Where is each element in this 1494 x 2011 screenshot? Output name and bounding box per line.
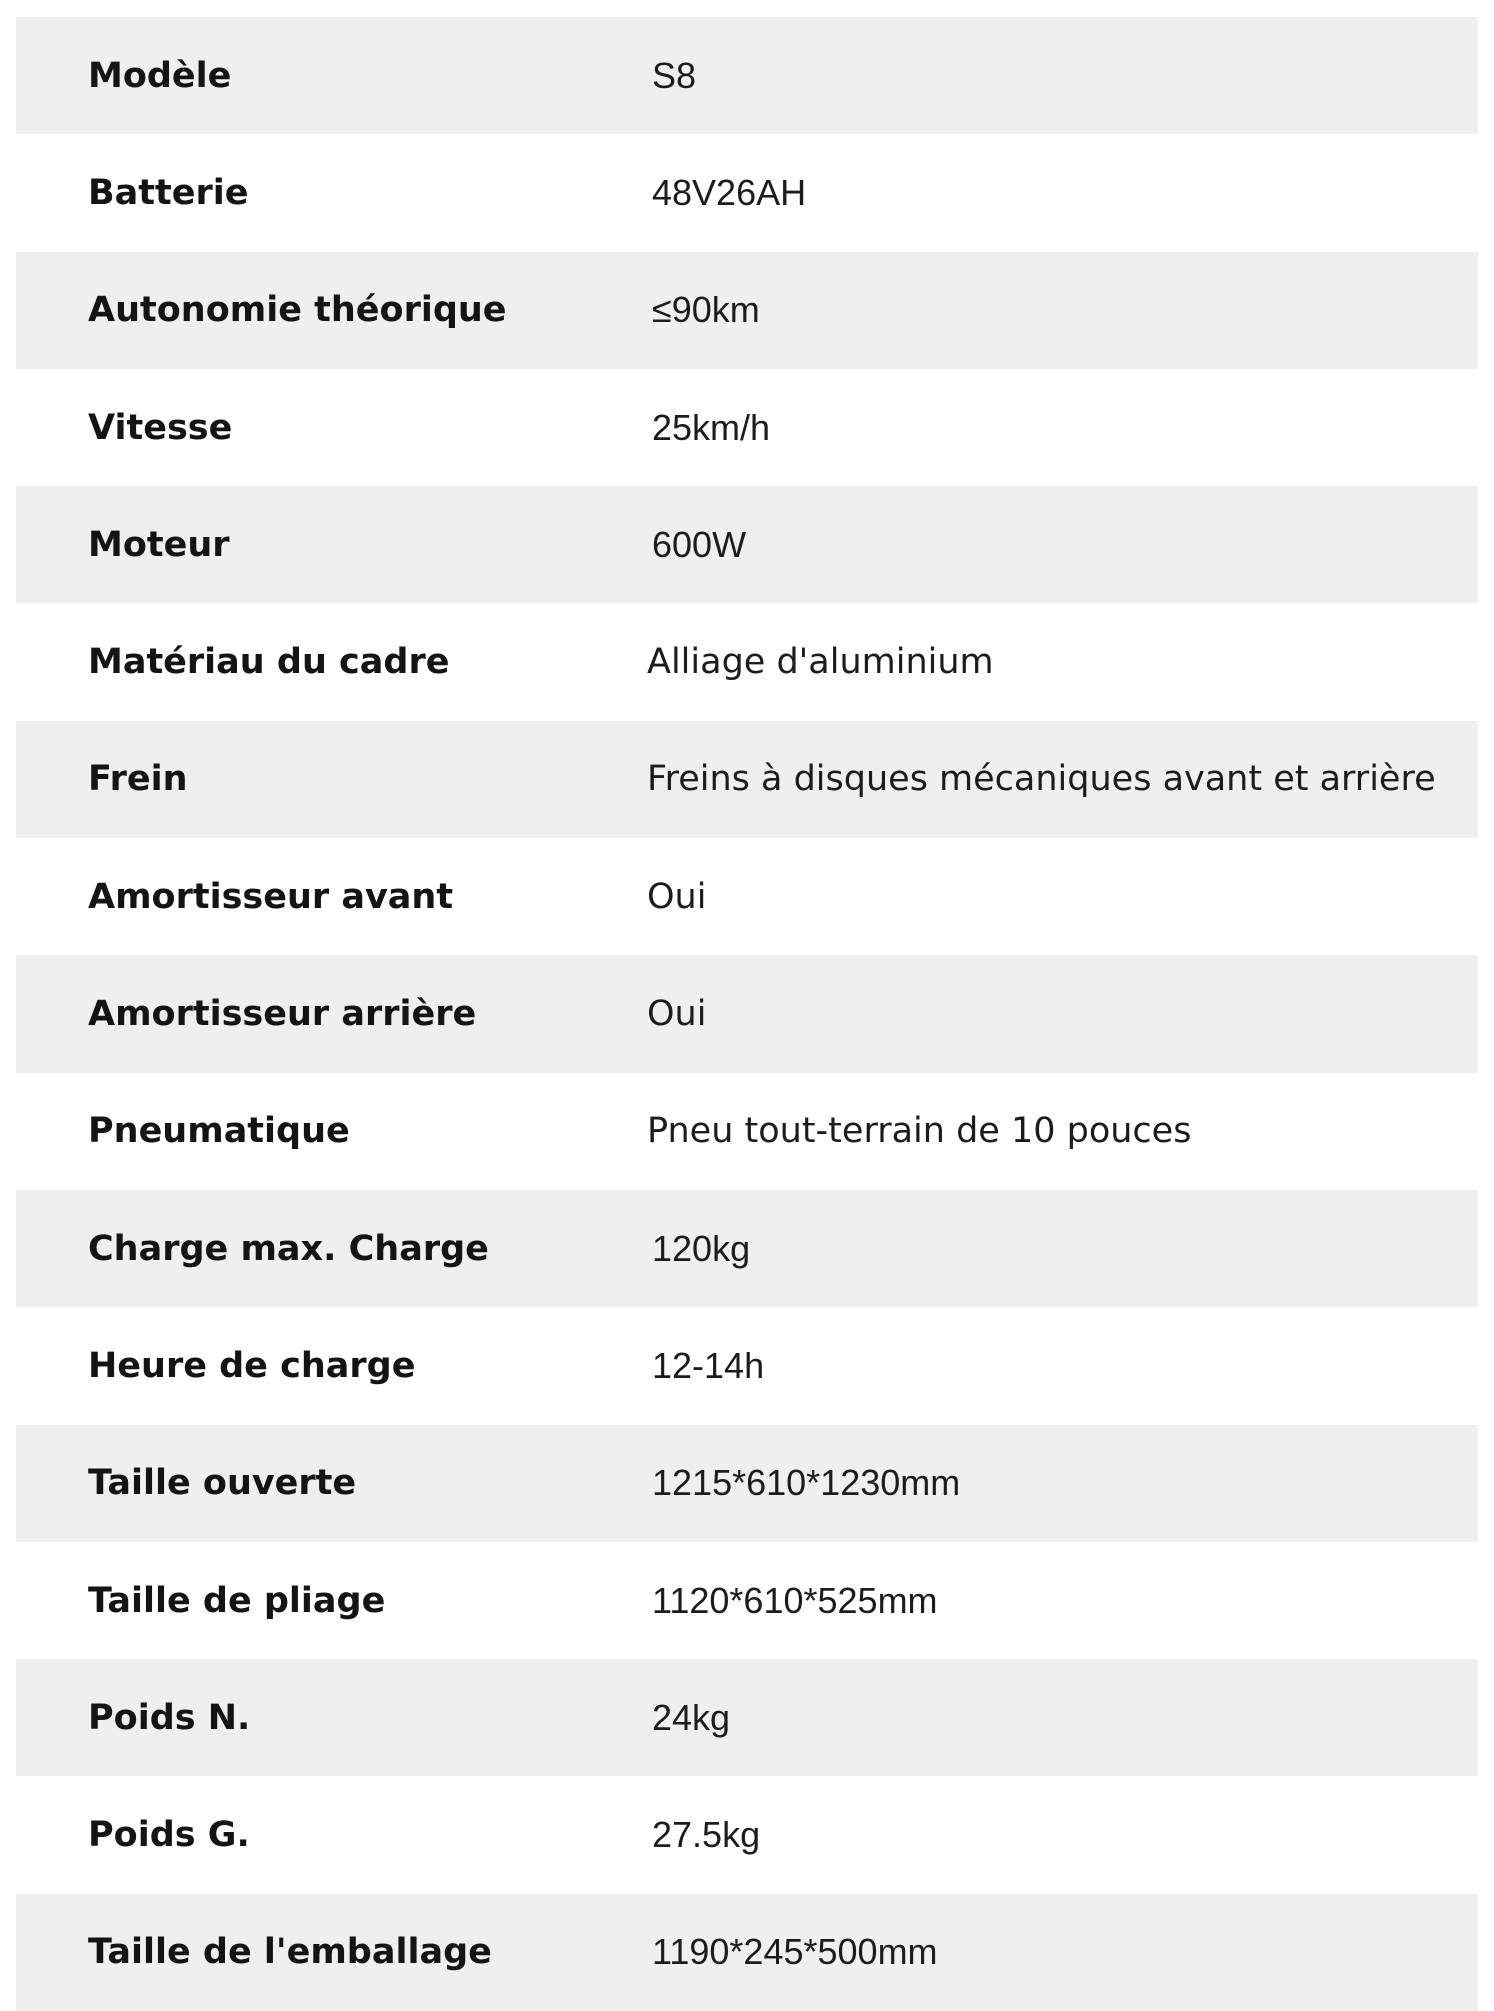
- spec-value: 24kg: [652, 1696, 731, 1738]
- spec-value: 48V26AH: [652, 171, 807, 213]
- spec-value: Oui: [647, 994, 707, 1035]
- spec-row-speed: [16, 369, 1478, 486]
- spec-value: 120kg: [652, 1227, 751, 1269]
- spec-value: Alliage d'aluminium: [647, 642, 994, 683]
- spec-row-charge-time: [16, 1307, 1478, 1424]
- spec-label: Autonomie théorique: [88, 290, 507, 331]
- spec-value: 600W: [652, 523, 747, 565]
- spec-label: Taille ouverte: [88, 1463, 357, 1504]
- spec-row-battery: [16, 134, 1478, 251]
- spec-label: Amortisseur avant: [88, 876, 454, 917]
- spec-row-folded-size: [16, 1542, 1478, 1659]
- spec-row-net-weight: [16, 1659, 1478, 1776]
- spec-label: Vitesse: [88, 407, 233, 448]
- spec-value: 1120*610*525mm: [652, 1579, 938, 1621]
- spec-row-max-load: [16, 1190, 1478, 1307]
- spec-label: Frein: [88, 759, 188, 800]
- spec-label: Matériau du cadre: [88, 642, 450, 683]
- spec-row-frame-material: [16, 603, 1478, 720]
- spec-row-model: [16, 17, 1478, 134]
- spec-row-gross-weight: [16, 1776, 1478, 1893]
- spec-row-rear-suspension: [16, 955, 1478, 1072]
- spec-value: ≤90km: [652, 289, 760, 331]
- spec-row-package-size: [16, 1894, 1478, 2011]
- spec-value: S8: [652, 54, 697, 96]
- spec-row-tire: [16, 1073, 1478, 1190]
- spec-row-motor: [16, 486, 1478, 603]
- spec-value: Oui: [647, 876, 707, 917]
- spec-value: 27.5kg: [652, 1814, 761, 1856]
- spec-row-front-suspension: [16, 838, 1478, 955]
- spec-value: 25km/h: [652, 406, 771, 448]
- spec-label: Heure de charge: [88, 1345, 416, 1386]
- spec-table: [16, 17, 1478, 2011]
- spec-label: Amortisseur arrière: [88, 994, 477, 1035]
- spec-label: Taille de l'emballage: [88, 1932, 492, 1973]
- spec-value: 1215*610*1230mm: [652, 1462, 961, 1504]
- spec-value: 12-14h: [652, 1344, 765, 1386]
- spec-label: Pneumatique: [88, 1111, 350, 1152]
- spec-value: 1190*245*500mm: [652, 1931, 938, 1973]
- spec-label: Moteur: [88, 524, 230, 565]
- spec-label: Poids G.: [88, 1815, 250, 1856]
- spec-value: Freins à disques mécaniques avant et arrière: [647, 759, 1436, 800]
- spec-label: Batterie: [88, 172, 249, 213]
- spec-row-brake: [16, 721, 1478, 838]
- spec-label: Poids N.: [88, 1697, 251, 1738]
- spec-label: Charge max. Charge: [88, 1228, 489, 1269]
- spec-label: Taille de pliage: [88, 1580, 386, 1621]
- spec-row-open-size: [16, 1425, 1478, 1542]
- spec-row-range: [16, 252, 1478, 369]
- spec-value: Pneu tout-terrain de 10 pouces: [647, 1111, 1192, 1152]
- spec-label: Modèle: [88, 55, 232, 96]
